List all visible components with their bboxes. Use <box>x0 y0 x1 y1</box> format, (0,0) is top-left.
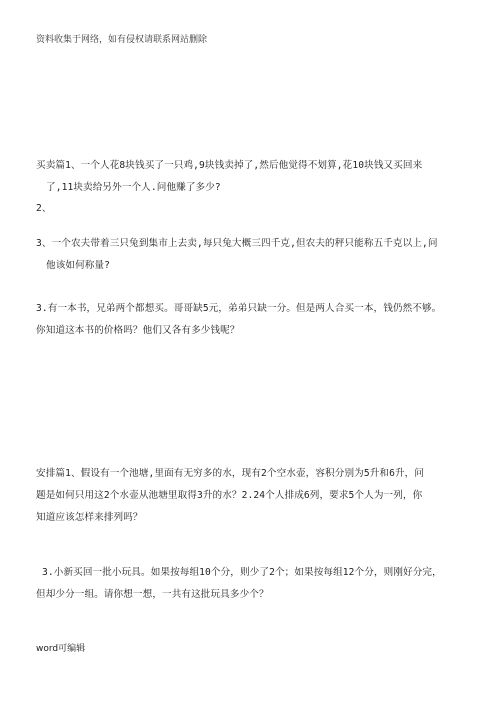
footer-editable-note: word可编辑 <box>36 644 86 654</box>
paragraph-toys-groups <box>36 562 464 606</box>
header-disclaimer: 资料收集于网络，如有侵权请联系网站删除 <box>36 35 208 45</box>
paragraph-line: 了,11块卖给另外一个人.问他赚了多少? <box>46 182 221 193</box>
paragraph-line: 题是如何只用这2个水壶从池塘里取得3升的水？2.24个人排成6列，要求5个人为一列，你 <box>36 490 423 501</box>
paragraph-buy-sell-chicken <box>36 155 464 199</box>
paragraph-line: 他该如何称量? <box>46 260 111 271</box>
paragraph-item-2 <box>36 198 464 220</box>
paragraph-line: 3、一个农夫带着三只兔到集市上去卖,每只兔大概三四千克,但农夫的秤只能称五千克以上,问 <box>36 238 438 249</box>
paragraph-line: 3.小新买回一批小玩具。如果按每组10个分，则少了2个；如果按每组12个分，则刚好分完， <box>42 567 442 578</box>
paragraph-line: 2、 <box>36 203 52 214</box>
paragraph-line: 安排篇1、假设有一个池塘,里面有无穷多的水，现有2个空水壶，容积分别为5升和6升，问 <box>36 468 425 479</box>
paragraph-line: 3.有一本书，兄弟两个都想买。哥哥缺5元，弟弟只缺一分。但是两人合买一本，钱仍然不够。 <box>36 303 442 314</box>
paragraph-brothers-book <box>36 298 464 342</box>
paragraph-line: 你知道这本书的价格吗？他们又各有多少钱呢？ <box>36 325 240 336</box>
paragraph-farmer-rabbits <box>36 233 464 277</box>
paragraph-line: 买卖篇1、一个人花8块钱买了一只鸡,9块钱卖掉了,然后他觉得不划算,花10块钱又买回来 <box>36 160 423 171</box>
paragraph-pond-water <box>36 463 464 529</box>
paragraph-line: 但却少分一组。请你想一想，一共有这批玩具多少个？ <box>36 589 269 600</box>
paragraph-line: 知道应该怎样来排列吗？ <box>36 512 143 523</box>
